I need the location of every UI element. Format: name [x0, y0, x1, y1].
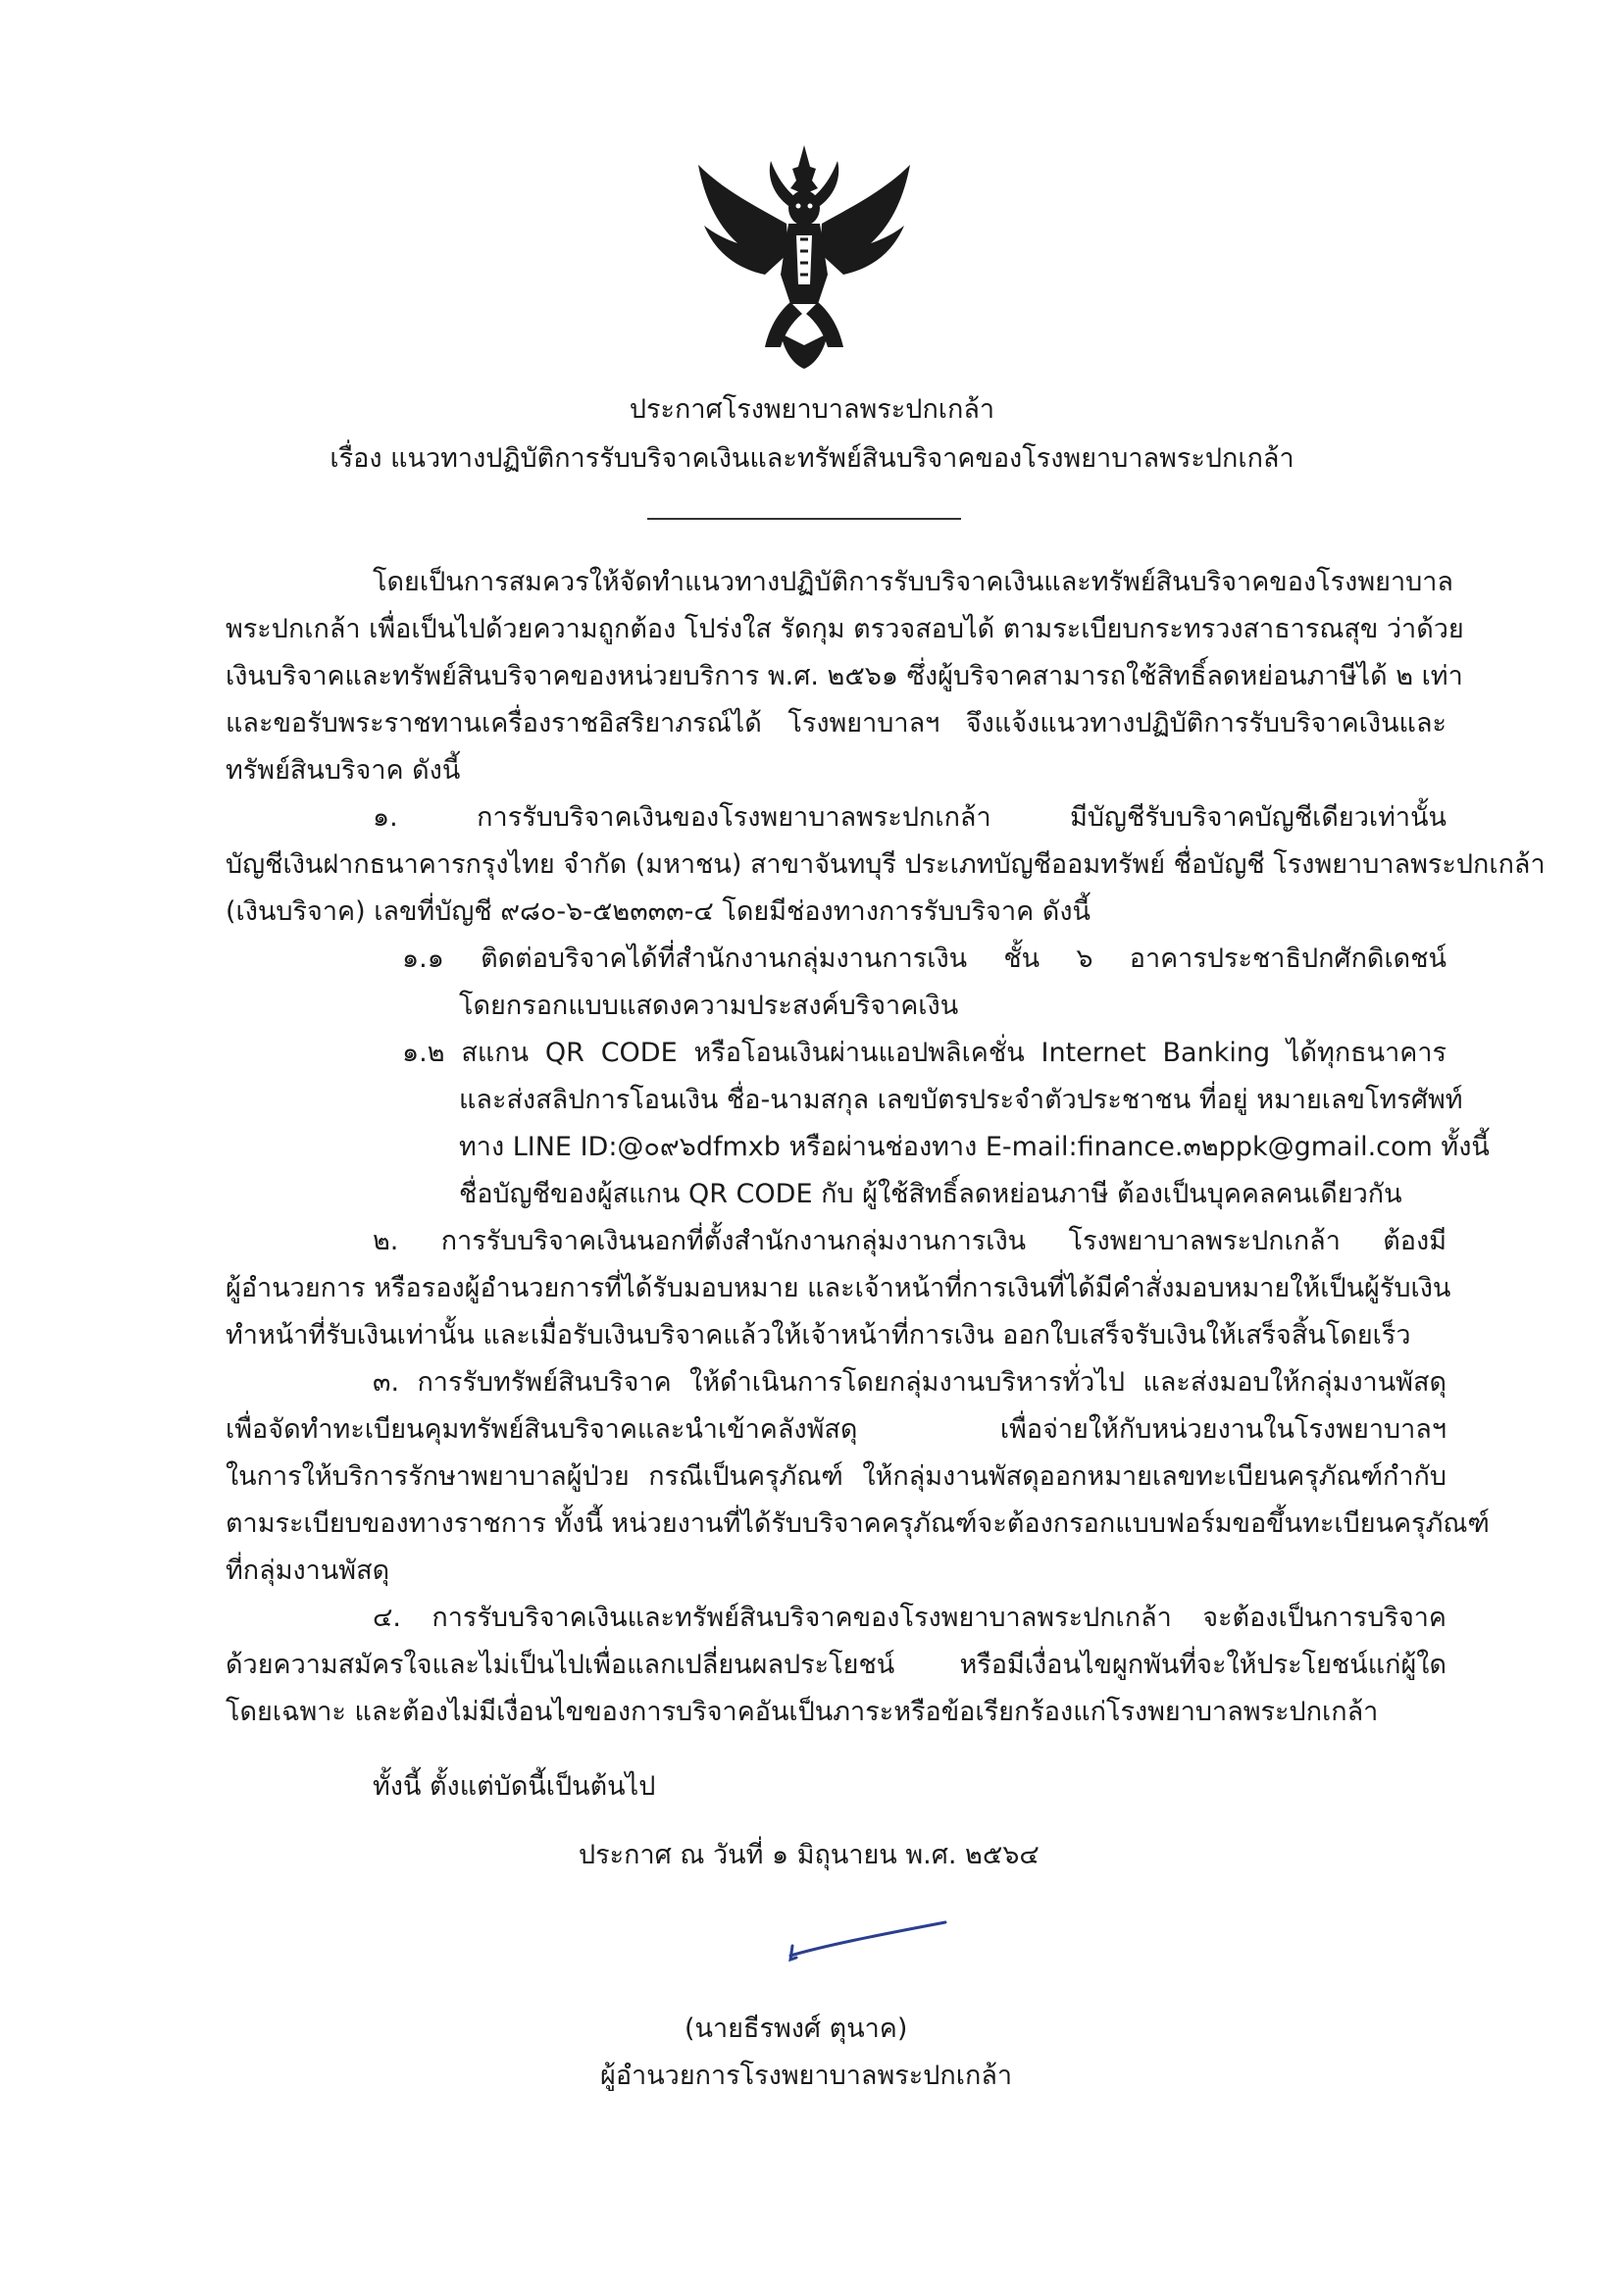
- body-line: เงินบริจาคและทรัพย์สินบริจาคของหน่วยบริการ พ.ศ. ๒๕๖๑ ซึ่งผู้บริจาคสามารถใช้สิทธิ์ลดหย่อนภาษีได้ ๒ เท่า: [226, 661, 1463, 691]
- body-line: ชื่อบัญชีของผู้สแกน QR CODE กับ ผู้ใช้สิทธิ์ลดหย่อนภาษี ต้องเป็นบุคคลคนเดียวกัน: [459, 1179, 1402, 1209]
- body-line: ๑. การรับบริจาคเงินของโรงพยาบาลพระปกเกล้า มีบัญชีรับบริจาคบัญชีเดียวเท่านั้น: [373, 802, 1446, 833]
- handwritten-signature-icon: [785, 1912, 951, 1971]
- body-line: และส่งสลิปการโอนเงิน ชื่อ-นามสกุล เลขบัตรประจำตัวประชาชน ที่อยู่ หมายเลขโทรศัพท์: [459, 1085, 1463, 1115]
- signer-position: ผู้อำนวยการโรงพยาบาลพระปกเกล้า: [600, 2061, 1013, 2091]
- body-line: ๑.๒ สแกน QR CODE หรือโอนเงินผ่านแอปพลิเคชั่น Internet Banking ได้ทุกธนาคาร: [402, 1038, 1446, 1068]
- announcement-date: ประกาศ ณ วันที่ ๑ มิถุนายน พ.ศ. ๒๕๖๔: [579, 1840, 1040, 1870]
- garuda-emblem-icon: [686, 137, 922, 373]
- announcement-subject: เรื่อง แนวทางปฏิบัติการรับบริจาคเงินและทรัพย์สินบริจาคของโรงพยาบาลพระปกเกล้า: [330, 443, 1294, 474]
- body-line: ๔. การรับบริจาคเงินและทรัพย์สินบริจาคของโรงพยาบาลพระปกเกล้า จะต้องเป็นการบริจาค: [373, 1603, 1446, 1633]
- effective-line: ทั้งนี้ ตั้งแต่บัดนี้เป็นต้นไป: [373, 1771, 656, 1802]
- body-line: โดยเป็นการสมควรให้จัดทำแนวทางปฏิบัติการรับบริจาคเงินและทรัพย์สินบริจาคของโรงพยาบาล: [373, 567, 1453, 597]
- body-line: เพื่อจัดทำทะเบียนคุมทรัพย์สินบริจาคและนำเข้าคลังพัสดุ เพื่อจ่ายให้กับหน่วยงานในโรงพยาบาลฯ: [226, 1414, 1446, 1445]
- body-line: ๓. การรับทรัพย์สินบริจาค ให้ดำเนินการโดยกลุ่มงานบริหารทั่วไป และส่งมอบให้กลุ่มงานพัสดุ: [373, 1367, 1446, 1398]
- title-divider: [647, 518, 961, 520]
- body-line: บัญชีเงินฝากธนาคารกรุงไทย จำกัด (มหาชน) สาขาจันทบุรี ประเภทบัญชีออมทรัพย์ ชื่อบัญชี โรงพยาบาลพระปกเกล้า: [226, 849, 1546, 880]
- body-line: ทาง LINE ID:@๐๙๖dfmxb หรือผ่านช่องทาง E-mail:finance.๓๒ppk@gmail.com ทั้งนี้: [459, 1132, 1490, 1162]
- body-line: ด้วยความสมัครใจและไม่เป็นไปเพื่อแลกเปลี่ยนผลประโยชน์ หรือมีเงื่อนไขผูกพันที่จะให้ประโยชน์แก่ผู้ใด: [226, 1650, 1446, 1680]
- body-line: ทรัพย์สินบริจาค ดังนี้: [226, 755, 461, 786]
- signer-name: (นายธีรพงศ์ ตุนาค): [685, 2014, 908, 2044]
- body-line: ตามระเบียบของทางราชการ ทั้งนี้ หน่วยงานที่ได้รับบริจาคครุภัณฑ์จะต้องกรอกแบบฟอร์มขอขึ้นทะเบียนครุภัณฑ์: [226, 1508, 1490, 1539]
- body-line: โดยเฉพาะ และต้องไม่มีเงื่อนไขของการบริจาคอันเป็นภาระหรือข้อเรียกร้องแก่โรงพยาบาลพระปกเกล้า: [226, 1697, 1379, 1727]
- body-line: ที่กลุ่มงานพัสดุ: [226, 1555, 390, 1586]
- body-line: ๑.๑ ติดต่อบริจาคได้ที่สำนักงานกลุ่มงานการเงิน ชั้น ๖ อาคารประชาธิปกศักดิเดชน์: [402, 943, 1446, 974]
- body-line: ๒. การรับบริจาคเงินนอกที่ตั้งสำนักงานกลุ่มงานการเงิน โรงพยาบาลพระปกเกล้า ต้องมี: [373, 1226, 1446, 1256]
- body-line: ในการให้บริการรักษาพยาบาลผู้ป่วย กรณีเป็นครุภัณฑ์ ให้กลุ่มงานพัสดุออกหมายเลขทะเบียนครุภัณฑ์กำกับ: [226, 1461, 1446, 1492]
- body-line: พระปกเกล้า เพื่อเป็นไปด้วยความถูกต้อง โปร่งใส รัดกุม ตรวจสอบได้ ตามระเบียบกระทรวงสาธารณสุข ว่าด้วย: [226, 614, 1464, 644]
- body-line: (เงินบริจาค) เลขที่บัญชี ๙๘๐-๖-๕๒๓๓๓-๔ โดยมีช่องทางการรับบริจาค ดังนี้: [226, 896, 1091, 927]
- announcement-title: ประกาศโรงพยาบาลพระปกเกล้า: [629, 394, 995, 425]
- body-line: ผู้อำนวยการ หรือรองผู้อำนวยการที่ได้รับมอบหมาย และเจ้าหน้าที่การเงินที่ได้มีคำสั่งมอบหมายให้เป็นผู้รับเงิน: [226, 1273, 1451, 1303]
- body-line: โดยกรอกแบบแสดงความประสงค์บริจาคเงิน: [459, 991, 959, 1021]
- body-line: และขอรับพระราชทานเครื่องราชอิสริยาภรณ์ได้ โรงพยาบาลฯ จึงแจ้งแนวทางปฏิบัติการรับบริจาคเงินและ: [226, 708, 1446, 739]
- body-line: ทำหน้าที่รับเงินเท่านั้น และเมื่อรับเงินบริจาคแล้วให้เจ้าหน้าที่การเงิน ออกใบเสร็จรับเงินให้เสร็จสิ้นโดยเร็ว: [226, 1320, 1411, 1351]
